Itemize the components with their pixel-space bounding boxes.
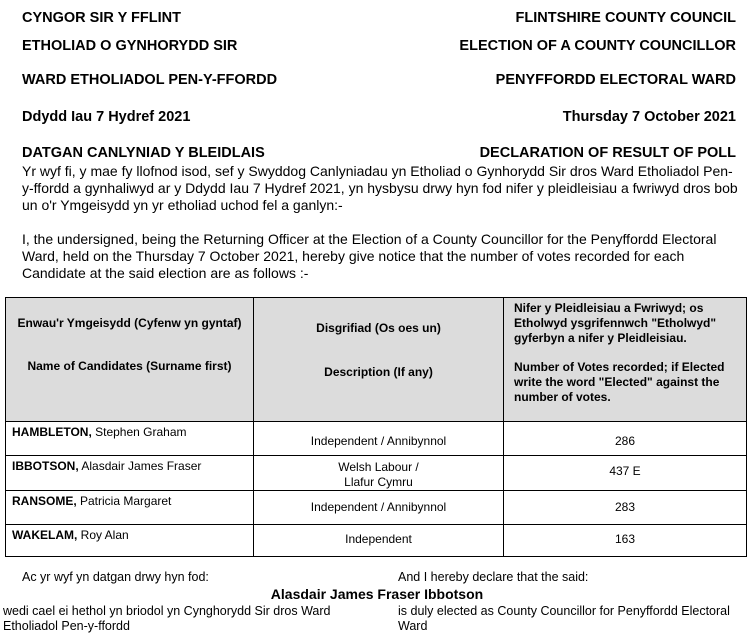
date-english: Thursday 7 October 2021 xyxy=(562,109,736,125)
candidate-forenames: Stephen Graham xyxy=(91,425,187,439)
candidate-votes: 437 E xyxy=(504,456,747,491)
candidate-description xyxy=(254,525,504,557)
table-row xyxy=(6,525,747,557)
table-row xyxy=(6,422,747,456)
candidate-description xyxy=(254,491,504,525)
table-row xyxy=(6,491,747,525)
results-table xyxy=(5,297,747,557)
candidate-forenames: Alasdair James Fraser xyxy=(78,459,202,473)
header-council xyxy=(22,10,736,27)
council-name-welsh: CYNGOR SIR Y FFLINT xyxy=(22,10,181,26)
intro-welsh: Yr wyf fi, y mae fy llofnod isod, sef y Swyddog Canlyniadau yn Etholiad o Gynhorydd Sir dros Ward Etholiadol Pen-y-ffordd a gynhaliwyd ar y Ddydd Iau 7 Hydref 2021, yn hysbysu drwy hyn fod nifer y pleidleisiau a fwriwyd dros bob un o'r Ymgeisydd yn yr etholiad uchod fel a ganlyn:- xyxy=(22,163,738,213)
header-ward xyxy=(22,72,736,89)
header-description-english: Description (If any) xyxy=(324,365,433,379)
footer-elected-welsh: wedi cael ei hethol yn briodol yn Cynghorydd Sir dros Ward Etholiadol Pen-y-ffordd xyxy=(3,604,331,633)
description-line: Welsh Labour / xyxy=(338,460,419,474)
candidate-votes: 286 xyxy=(504,422,747,456)
description-line: Independent xyxy=(345,532,412,546)
ward-name-english: PENYFFORDD ELECTORAL WARD xyxy=(495,72,736,88)
description-line: Independent / Annibynnol xyxy=(310,434,447,448)
candidate-surname: RANSOME, xyxy=(12,494,77,508)
header-description-welsh: Disgrifiad (Os oes un) xyxy=(316,321,441,335)
intro-english: I, the undersigned, being the Returning Officer at the Election of a County Councillor for the Penyffordd Electoral Ward, held on the Thursday 7 October 2021, hereby give notice that the number of votes recorded for each Candidate at the said election are as follows :- xyxy=(22,231,717,281)
candidate-forenames: Roy Alan xyxy=(77,528,129,542)
header-candidate-name-english: Name of Candidates (Surname first) xyxy=(27,359,232,373)
header-candidate-name-welsh: Enwau'r Ymgeisydd (Cyfenw yn gyntaf) xyxy=(17,316,242,330)
table-row xyxy=(6,456,747,491)
candidate-description xyxy=(254,456,504,491)
header-date xyxy=(22,109,736,126)
header-description xyxy=(254,298,504,422)
description-line-2: Llafur Cymru xyxy=(344,475,413,489)
header-votes xyxy=(504,298,747,422)
candidate-surname: WAKELAM, xyxy=(12,528,78,542)
candidate-name xyxy=(6,491,254,525)
table-header-row xyxy=(6,298,747,422)
election-title-english: ELECTION OF A COUNTY COUNCILLOR xyxy=(459,38,736,54)
candidate-votes: 283 xyxy=(504,491,747,525)
declaration-title-welsh: DATGAN CANLYNIAD Y BLEIDLAIS xyxy=(22,145,265,161)
header-candidate-name xyxy=(6,298,254,422)
header-declaration xyxy=(22,145,736,162)
candidate-forenames: Patricia Margaret xyxy=(76,494,172,508)
header-election xyxy=(22,38,736,55)
candidate-name xyxy=(6,456,254,491)
header-votes-english: Number of Votes recorded; if Elected write the word "Elected" against the number of votes. xyxy=(514,360,725,404)
description-line: Independent / Annibynnol xyxy=(310,500,447,514)
candidate-votes: 163 xyxy=(504,525,747,557)
header-votes-welsh: Nifer y Pleidleisiau a Fwriwyd; os Etholwyd ysgrifennwch "Etholwyd" gyferbyn a nifer y Pleidleisiau. xyxy=(514,301,717,345)
candidate-surname: IBBOTSON, xyxy=(12,459,79,473)
candidate-name xyxy=(6,422,254,456)
council-name-english: FLINTSHIRE COUNTY COUNCIL xyxy=(515,10,736,26)
candidate-description xyxy=(254,422,504,456)
footer-declare-english: And I hereby declare that the said: xyxy=(398,570,589,584)
candidate-surname: HAMBLETON, xyxy=(12,425,92,439)
footer-elected-english: is duly elected as County Councillor for Penyffordd Electoral Ward xyxy=(398,604,730,633)
footer-declare-welsh: Ac yr wyf yn datgan drwy hyn fod: xyxy=(22,570,209,584)
candidate-name xyxy=(6,525,254,557)
election-title-welsh: ETHOLIAD O GYNHORYDD SIR xyxy=(22,38,238,54)
declaration-title-english: DECLARATION OF RESULT OF POLL xyxy=(479,145,736,161)
elected-candidate-name: Alasdair James Fraser Ibbotson xyxy=(270,586,484,602)
ward-name-welsh: WARD ETHOLIADOL PEN-Y-FFORDD xyxy=(22,72,278,88)
date-welsh: Ddydd Iau 7 Hydref 2021 xyxy=(22,109,191,125)
